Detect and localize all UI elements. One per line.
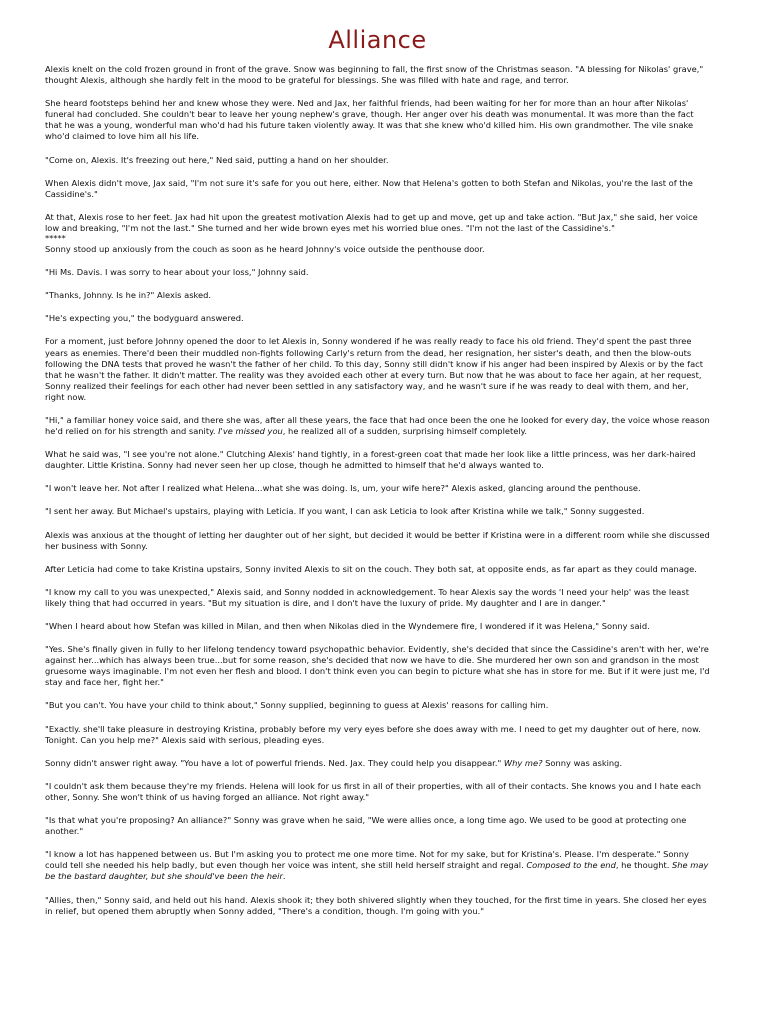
paragraph <box>45 98 710 142</box>
paragraph <box>45 178 710 200</box>
text-run: Alexis knelt on the cold frozen ground in front of the grave. Snow was beginning to fall, the first snow of the Christmas season. "A blessing for Nikolas' grave," thought Alexis, although she hardly felt in the mood to be grateful for blessings. She was filled with hate and rage, and terror. <box>45 64 704 86</box>
paragraph <box>45 530 710 552</box>
paragraph <box>45 506 710 517</box>
text-run: , he thought. <box>615 860 673 871</box>
text-run: "Yes. She's finally given in fully to her lifelong tendency toward psychopathic behavior. Evidently, she's decided that since the Cassidine's aren't with her, we're against her...which has always been true...but for some reason, she's decided that now we have to die. She murdered her own son and grandson in the most gruesome ways imaginable. I'm not even her flesh and blood. I don't think even you can begin to picture what she has in store for me. But if it were just me, I'd stay and face her, fight her." <box>45 644 710 688</box>
text-run: "But you can't. You have your child to think about," Sonny supplied, beginning to guess at Alexis' reasons for calling him. <box>45 700 549 711</box>
paragraph <box>45 64 710 86</box>
text-run: "Allies, then," Sonny said, and held out his hand. Alexis shook it; they both shivered slightly when they touched, for the first time in years. She closed her eyes in relief, but opened them abruptly when Sonny added, "There's a condition, though. I'm going with you." <box>45 894 707 916</box>
italic-text: Why me? <box>503 757 543 768</box>
text-run: "I won't leave her. Not after I realized what Helena...what she was doing. Is, um, your wife here?" Alexis asked, glancing around the penthouse. <box>45 483 641 494</box>
text-run: "He's expecting you," the bodyguard answered. <box>45 313 244 324</box>
text-run: "I sent her away. But Michael's upstairs, playing with Leticia. If you want, I can ask Leticia to look after Kristina while we talk," Sonny suggested. <box>45 506 645 517</box>
text-run: Sonny stood up anxiously from the couch as soon as he heard Johnny's voice outside the penthouse door. <box>45 244 485 255</box>
paragraph <box>45 564 710 575</box>
paragraph <box>45 587 710 609</box>
text-run: "Is that what you're proposing? An alliance?" Sonny was grave when he said, "We were allies once, a long time ago. We used to be good at protecting one another." <box>45 815 687 837</box>
italic-text: I've missed you <box>218 426 283 437</box>
paragraph <box>45 758 710 769</box>
text-run: , he realized all of a sudden, surprising himself completely. <box>282 426 528 437</box>
paragraph <box>45 895 710 917</box>
paragraph <box>45 155 710 166</box>
text-run: After Leticia had come to take Kristina upstairs, Sonny invited Alexis to sit on the couch. They both sat, at opposite ends, as far apart as they could manage. <box>45 563 697 574</box>
text-run: "I know my call to you was unexpected," Alexis said, and Sonny nodded in acknowledgement. To hear Alexis say the words 'I need your help' was the least likely thing that had occurred in years. "But my situation is dire, and I don't have the luxury of pride. My daughter and I are in danger." <box>45 586 689 608</box>
italic-text: She may be the bastard daughter, but she should've been the heir <box>45 860 709 882</box>
paragraph <box>45 724 710 746</box>
paragraph <box>45 700 710 711</box>
scene-separator: ***** <box>45 233 66 244</box>
text-run: "When I heard about how Stefan was killed in Milan, and then when Nikolas died in the Wyndemere fire, I wondered if it was Helena," Sonny said. <box>45 621 650 631</box>
text-run: "Come on, Alexis. It's freezing out here," Ned said, putting a hand on her shoulder. <box>45 154 389 165</box>
text-run: What he said was, "I see you're not alone." Clutching Alexis' hand tightly, in a forest-green coat that made her look like a little princess, was her dark-haired daughter. Little Kristina. Sonny had never seen her up close, though he admitted to himself that he'd always wanted to. <box>45 449 696 471</box>
paragraph <box>45 483 710 494</box>
story-title: Alliance <box>328 26 427 54</box>
text-run: . <box>282 871 286 882</box>
paragraph <box>45 290 710 301</box>
text-run: Alexis was anxious at the thought of letting her daughter out of her sight, but decided it would be better if Kristina were in a different room while she discussed her business with Sonny. <box>45 529 710 551</box>
paragraph <box>45 781 710 803</box>
italic-text: Composed to the end <box>526 860 616 871</box>
text-run: "Exactly. she'll take pleasure in destroying Kristina, probably before my very eyes before she does away with me. I need to get my daughter out of here, now. Tonight. Can you help me?" Alexis said with serious, pleading eyes. <box>45 723 701 745</box>
paragraph <box>45 415 710 437</box>
text-run: She heard footsteps behind her and knew whose they were. Ned and Jax, her faithful friends, had been waiting for her for more than an hour after Nikolas' funeral had concluded. She couldn't bear to leave her young nephew's grave, though. Her anger over his death was monumental. It was more than the fact that he was a young, wonderful man who'd had his future taken violently away. It was that she knew who'd killed him. His own grandmother. The vile snake who'd claimed to love him all his life. <box>45 98 694 142</box>
paragraph <box>45 621 710 632</box>
text-run: Sonny was asking. <box>542 757 623 768</box>
paragraph <box>45 644 710 688</box>
text-run: "I couldn't ask them because they're my friends. Helena will look for us first in all of their properties, with all of their contacts. She knows you and I hate each other, Sonny. She won't think of us having forged an alliance. Not right away." <box>45 780 701 802</box>
text-run: "Thanks, Johnny. Is he in?" Alexis asked. <box>45 290 212 301</box>
paragraph <box>45 815 710 837</box>
paragraph <box>45 449 710 471</box>
paragraph <box>45 313 710 324</box>
text-run: "Hi," a familiar honey voice said, and there she was, after all these years, the face that had once been the one he looked for every day, the voice whose reason he'd relied on for his strength and sanity. <box>45 414 710 437</box>
text-run: At that, Alexis rose to her feet. Jax had hit upon the greatest motivation Alexis had to get up and move, get up and take action. "But Jax," she said, her voice low and breaking, "I'm not the last." She turned and her wide brown eyes met his worried blue ones. "I'm not the last of the Cassidine's." <box>45 211 698 233</box>
paragraph <box>45 849 710 882</box>
paragraph <box>45 212 710 234</box>
paragraph <box>45 336 710 403</box>
text-run: Sonny didn't answer right away. "You have a lot of powerful friends. Ned. Jax. They could help you disappear." <box>45 757 504 768</box>
text-run: "I know a lot has happened between us. But I'm asking you to protect me one more time. Not for my sake, but for Kristina's. Please. I'm desperate." Sonny could tell she needed his help badly, but even though her voice was intent, she still held herself straight and regal. <box>45 849 689 871</box>
text-run: "Hi Ms. Davis. I was sorry to hear about your loss," Johnny said. <box>45 267 309 278</box>
paragraph <box>45 244 710 255</box>
text-run: When Alexis didn't move, Jax said, "I'm not sure it's safe for you out here, either. Now that Helena's gotten to both Stefan and Nikolas, you're the last of the Cassidine's." <box>45 177 693 199</box>
text-run: For a moment, just before Johnny opened the door to let Alexis in, Sonny wondered if he was really ready to face his old friend. They'd spent the past three years as enemies. There'd been their muddled non-fights following Carly's return from the dead, her resignation, her sister's death, and then the blow-outs following the DNA tests that proved he wasn't the father of her child. To this day, Sonny still didn't know if his anger had been inspired by Alexis or by the fact that he wasn't the father. It didn't matter. The reality was they avoided each other at every turn. But now that he was about to face her again, at her request, Sonny realized their feelings for each other had never been settled in any satisfactory way, and he wasn't sure if he was ready to deal with them, and her, right now. <box>45 336 703 402</box>
paragraph <box>45 267 710 278</box>
